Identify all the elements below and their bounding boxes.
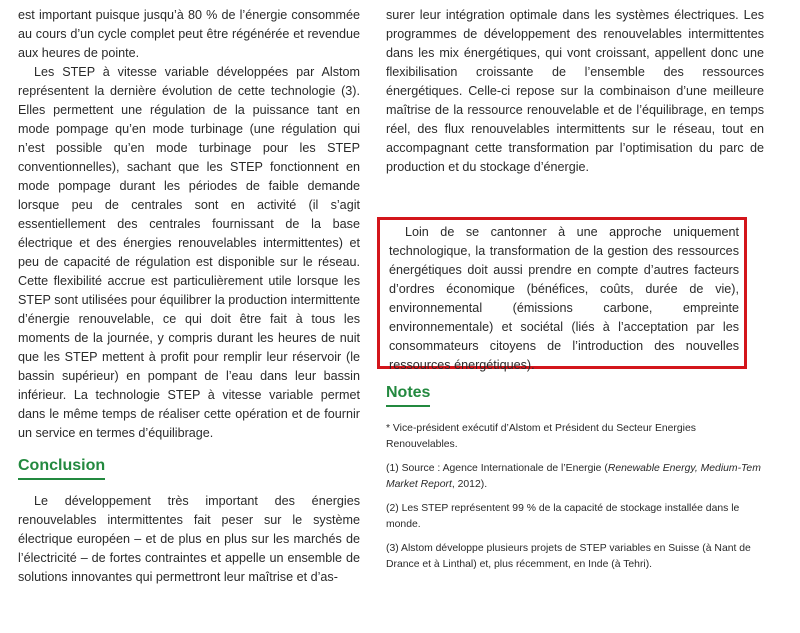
conclusion-paragraph: Le développement très important des énergies renouvelables intermittentes fait peser sur le système électrique européen – et de plus en plus sur les marchés de l’électricité – de fortes contraintes et appelle un ensemble de solutions innovantes qui permettront leur maîtrise et d’as- (18, 494, 360, 584)
note-author: * Vice-président exécutif d’Alstom et Président du Secteur Energies Renouvelables. (386, 423, 696, 450)
paragraph-step-variable-speed: Les STEP à vitesse variable développées par Alstom représentent la dernière évolution de cette technologie (3). Elles permettent une régulation de la puissance tant en mode pompage qu’en mode turbinage (une régulation qui n’est possible qu’en mode turbinage pour les STEP conventionnelles), sachant que les STEP fonctionnent en mode pompage durant les périodes de faible demande lorsque peu de centrales sont en activité (il s’agit essentiellement des centrales fournissant de la base électrique et des énergies renouvelables intermittentes) et peu de capacité de régulation est disponible sur le réseau. Cette flexibilité accrue est particulièrement utile lorsque les STEP sont utilisées pour équilibrer la production intermittente d’énergie renouvelable, ce qui doit être fait à tous les moments de la journée, y compris durant les heures de nuit que les STEP mettent à profit pour remplir leur réservoir (le bassin supérieur) en pompant de l’eau dans leur bassin inférieur. La technologie STEP à vitesse variable permet dans le même temps de réaliser cette opération et de fournir un service en termes d’équilibrage. (18, 65, 360, 440)
note-1-prefix: (1) Source : Agence Internationale de l’Energie ( (386, 463, 608, 474)
right-column (386, 6, 764, 177)
highlighted-paragraph-box (377, 217, 747, 372)
note-2: (2) Les STEP représentent 99 % de la capacité de stockage installée dans le monde. (386, 503, 740, 530)
conclusion-heading-wrap (18, 457, 360, 480)
note-3: (3) Alstom développe plusieurs projets de STEP variables en Suisse (à Nant de Drance et à Linthal) et, plus récemment, en Inde (à Tehri). (386, 543, 751, 570)
note-1-title: Renewable Energy, Medium-Tem Market Report (386, 463, 761, 490)
notes-section (386, 384, 764, 581)
conclusion-heading: Conclusion (18, 457, 105, 480)
highlighted-paragraph: Loin de se cantonner à une approche uniquement technologique, la transformation de la gestion des ressources énergétiques doit aussi prendre en compte d’autres facteurs d’ordres économique (bénéfices, coûts, durée de vie), environnemental (émissions carbone, empreinte environnementale) et sociétal (liés à l’acceptation par les consommateurs citoyens de l’introduction des nouvelles ressources énergétiques). (389, 225, 739, 372)
note-1-suffix: , 2012). (451, 479, 488, 490)
paragraph-integration: surer leur intégration optimale dans les systèmes électriques. Les programmes de développement des renouvelables intermittentes dans les mix énergétiques, qui vont croissant, appellent donc une flexibilisation croissante de l’ensemble des ressources énergétiques. Celle-ci repose sur la combinaison d’une meilleure maîtrise de la ressource renouvelable et de l’équilibrage, en temps réel, des flux renouvelables intermittents sur le réseau, tout en accompagnant cette transformation par l’optimisation du parc de production et du stockage d’énergie. (386, 8, 764, 174)
paragraph-continuation: est important puisque jusqu’à 80 % de l’énergie consommée au cours d’un cycle complet peut être régénérée et revendue aux heures de pointe. (18, 8, 360, 60)
note-1 (386, 461, 764, 493)
notes-heading: Notes (386, 384, 430, 407)
left-column (18, 6, 360, 587)
